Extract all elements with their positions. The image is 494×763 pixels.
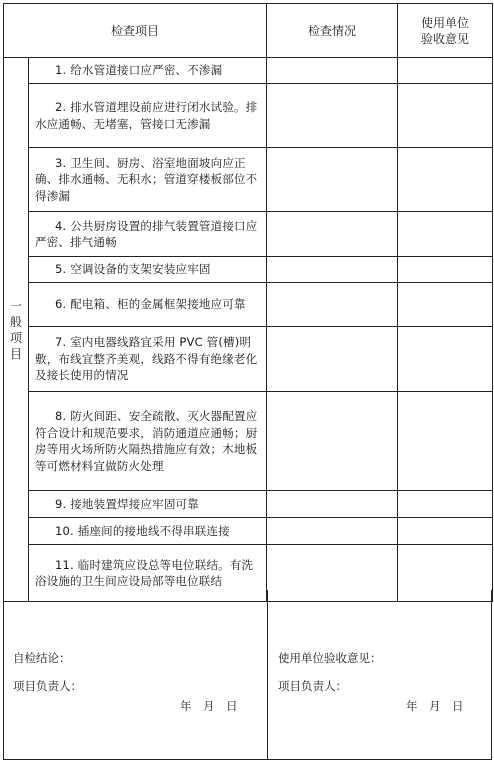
inspection-table xyxy=(3,3,493,602)
status-cell-4[interactable] xyxy=(267,212,398,257)
check-item-1: 1. 给水管道接口应严密、不渗漏 xyxy=(29,58,267,84)
opinion-cell-3[interactable] xyxy=(398,148,493,212)
opinion-cell-8[interactable] xyxy=(398,392,493,491)
opinion-cell-10[interactable] xyxy=(398,518,493,545)
check-item-2: 2. 排水管道埋设前应进行闭水试验。排水应通畅、无堵塞，管接口无渗漏 xyxy=(29,84,267,148)
table-row xyxy=(4,518,493,545)
category-char: 一 xyxy=(9,298,22,313)
self-check-conclusion-label: 自检结论： xyxy=(13,651,71,665)
status-cell-3[interactable] xyxy=(267,148,398,212)
left-date-label: 年 月 日 xyxy=(180,699,238,713)
table-row xyxy=(4,257,493,283)
table-row xyxy=(4,148,493,212)
check-item-6: 6. 配电箱、柜的金属框架接地应可靠 xyxy=(29,283,267,327)
status-cell-9[interactable] xyxy=(267,491,398,518)
status-cell-6[interactable] xyxy=(267,283,398,327)
header-user-line1: 使用单位 xyxy=(421,15,470,30)
check-item-11: 11. 临时建筑应设总等电位联结。有洗浴设施的卫生间应设局部等电位联结 xyxy=(29,545,267,602)
check-item-7: 7. 室内电器线路宜采用 PVC 管(槽)明敷，布线宜整齐美观，线路不得有绝缘老化及接长使用的情况 xyxy=(29,327,267,392)
table-row xyxy=(4,491,493,518)
status-cell-7[interactable] xyxy=(267,327,398,392)
user-acceptance-opinion-label: 使用单位验收意见： xyxy=(278,651,382,665)
right-project-leader-label: 项目负责人： xyxy=(278,679,347,693)
check-item-5: 5. 空调设备的支架安装应牢固 xyxy=(29,257,267,283)
right-date-label: 年 月 日 xyxy=(406,699,464,713)
signature-section xyxy=(3,590,492,760)
table-row xyxy=(4,58,493,84)
status-cell-1[interactable] xyxy=(267,58,398,84)
header-user-opinion-column xyxy=(398,4,493,58)
opinion-cell-9[interactable] xyxy=(398,491,493,518)
table-row xyxy=(4,84,493,148)
opinion-cell-5[interactable] xyxy=(398,257,493,283)
check-item-8: 8. 防火间距、安全疏散、灭火器配置应符合设计和规范要求，消防通道应通畅；厨房等用火场所防火隔热措施应有效；木地板等可燃材料宜做防火处理 xyxy=(29,392,267,491)
category-char: 项 xyxy=(9,330,22,345)
status-cell-10[interactable] xyxy=(267,518,398,545)
table-row xyxy=(4,283,493,327)
opinion-cell-1[interactable] xyxy=(398,58,493,84)
status-cell-2[interactable] xyxy=(267,84,398,148)
header-user-line2: 验收意见 xyxy=(421,31,470,46)
opinion-cell-6[interactable] xyxy=(398,283,493,327)
check-item-10: 10. 插座间的接地线不得串联连接 xyxy=(29,518,267,545)
category-general-items xyxy=(4,58,29,602)
status-cell-5[interactable] xyxy=(267,257,398,283)
opinion-cell-4[interactable] xyxy=(398,212,493,257)
category-char: 目 xyxy=(9,346,22,361)
opinion-cell-7[interactable] xyxy=(398,327,493,392)
left-project-leader-label: 项目负责人： xyxy=(13,679,82,693)
header-status-column: 检查情况 xyxy=(267,4,398,58)
status-cell-8[interactable] xyxy=(267,392,398,491)
category-char: 般 xyxy=(9,314,22,329)
check-item-3: 3. 卫生间、厨房、浴室地面坡向应正确、排水通畅、无积水；管道穿楼板部位不得渗漏 xyxy=(29,148,267,212)
opinion-cell-2[interactable] xyxy=(398,84,493,148)
header-item-column: 检查项目 xyxy=(4,4,267,58)
header-row xyxy=(4,4,493,58)
table-row xyxy=(4,212,493,257)
table-row xyxy=(4,327,493,392)
check-item-4: 4. 公共厨房设置的排气装置管道接口应严密、排气通畅 xyxy=(29,212,267,257)
check-item-9: 9. 接地装置焊接应牢固可靠 xyxy=(29,491,267,518)
table-row xyxy=(4,392,493,491)
signature-divider xyxy=(267,590,268,759)
